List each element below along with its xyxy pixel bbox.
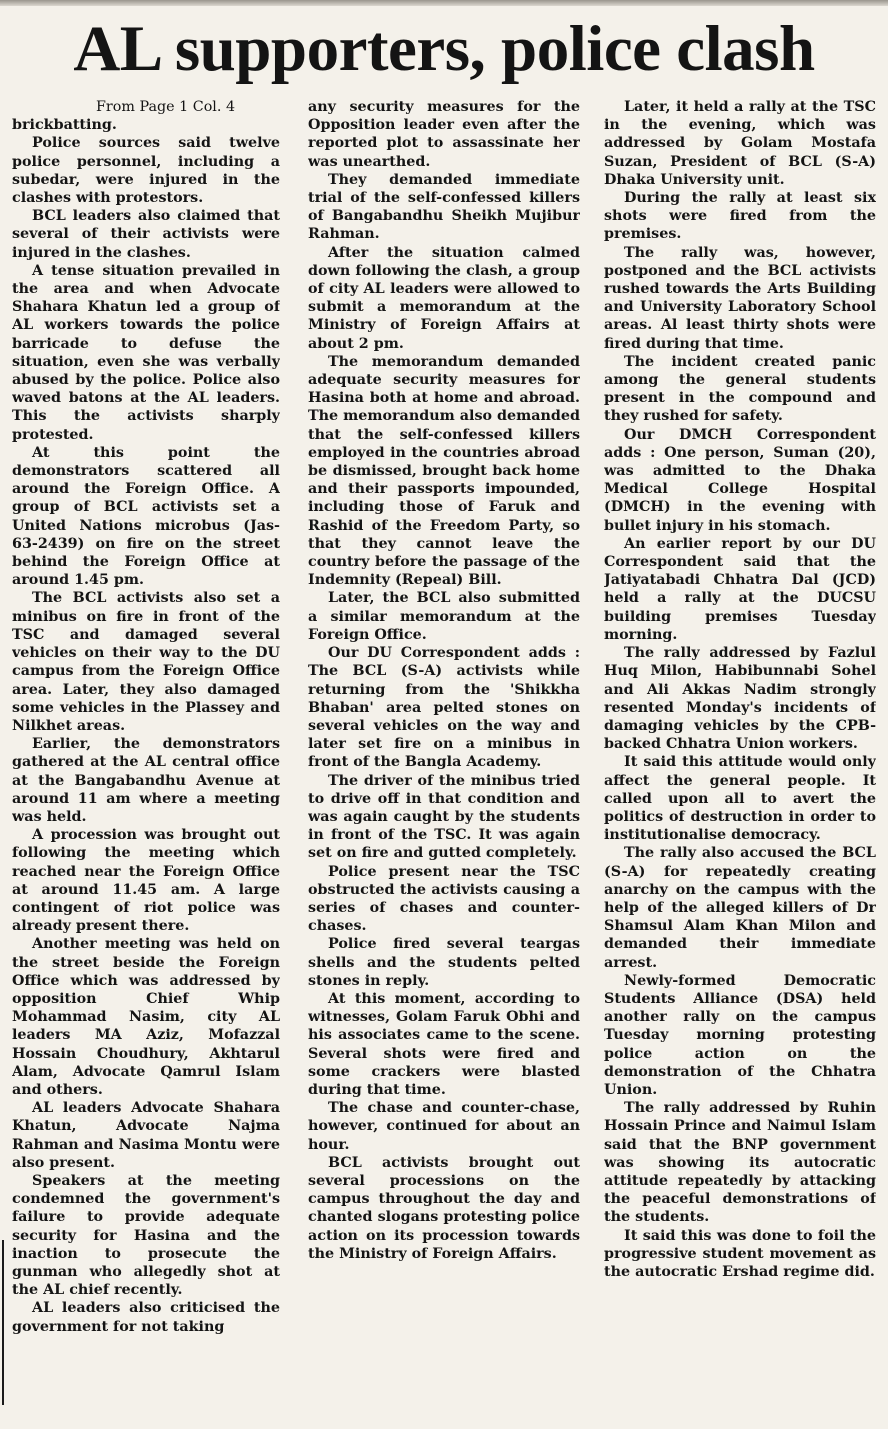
article-column-1 (12, 98, 280, 1420)
paragraph: The rally also accused the BCL (S-A) for repeatedly creating anarchy on the campus with the help of the alleged killers of Dr Shamsul Alam Khan Milon and demanded their immediate arrest. (604, 845, 876, 971)
paragraph: AL leaders Advocate Shahara Khatun, Advocate Najma Rahman and Nasima Montu were also present. (12, 1100, 280, 1171)
paragraph: brickbatting. (12, 117, 117, 134)
paragraph: Earlier, the demonstrators gathered at the AL central office at the Bangabandhu Avenue at around 11 am where a meeting was held. (12, 736, 280, 825)
paragraph: The rally addressed by Fazlul Huq Milon, Habibunnabi Sohel and Ali Akkas Nadim strongly resented Monday's incidents of damaging vehicles by the CPB-backed Chhatra Union workers. (604, 645, 876, 753)
paragraph: The incident created panic among the general students present in the compound and they rushed for safety. (604, 353, 876, 425)
article-column-3 (604, 98, 876, 1420)
paragraph: Our DMCH Correspondent adds : One person, Suman (20), was admitted to the Dhaka Medical College Hospital (DMCH) in the evening with bullet injury in his stomach. (604, 426, 876, 534)
paragraph: At this moment, according to witnesses, Golam Faruk Obhi and his associates came to the scene. Several shots were fired and some crackers were blasted during that time. (308, 990, 580, 1098)
paragraph: Speakers at the meeting condemned the government's failure to provide adequate security for Hasina and the inaction to prosecute the gunman who allegedly shot at the AL chief recently. (12, 1172, 280, 1299)
paragraph: It said this was done to foil the progressive student movement as the autocratic Ershad regime did. (604, 1227, 876, 1280)
paragraph: Our DU Correspondent adds : The BCL (S-A) activists while returning from the 'Shikkha Bhaban' area pelted stones on several vehicles on the way and later set fire on a minibus in front of the Bangla Academy. (308, 645, 580, 771)
headline: AL supporters, police clash (73, 13, 815, 85)
paragraph: Police present near the TSC obstructed the activists causing a series of chases and counter-chases. (308, 863, 580, 935)
paragraph: The chase and counter-chase, however, continued for about an hour. (308, 1100, 580, 1153)
jumpline: From Page 1 Col. 4 (96, 99, 236, 115)
paragraph: The rally addressed by Ruhin Hossain Prince and Naimul Islam said that the BNP government was showing its autocratic attitude repeatedly by attacking the peaceful demonstrations of the students. (604, 1100, 876, 1226)
paragraph: An earlier report by our DU Correspondent said that the Jatiyatabadi Chhatra Dal (JCD) held a rally at the DUCSU building premises Tuesday morning. (604, 535, 876, 643)
paragraph: any security measures for the Opposition leader even after the reported plot to assassinate her was unearthed. (308, 99, 580, 170)
paragraph: AL leaders also criticised the government for not taking (12, 1300, 280, 1335)
paragraph: The memorandum demanded adequate security measures for Hasina both at home and abroad. The memorandum also demanded that the self-confessed killers employed in the countries abroad be dismissed, brought back home and their passports impounded, including those of Faruk and Rashid of the Freedom Party, so that they cannot leave the country before the passage of the Indemnity (Repeal) Bill. (308, 353, 580, 589)
paragraph: It said this attitude would only affect the general people. It called upon all to avert the politics of destruction in order to institutionalise democracy. (604, 754, 876, 844)
paragraph: Police sources said twelve police personnel, including a subedar, were injured in the clashes with protestors. (12, 135, 280, 207)
paragraph: BCL activists brought out several processions on the campus throughout the day and chanted slogans protesting police action on its procession towards the Ministry of Foreign Affairs. (308, 1154, 580, 1262)
top-rule (0, 0, 888, 6)
article-column-2 (308, 98, 580, 1420)
paragraph: During the rally at least six shots were fired from the premises. (604, 190, 876, 243)
margin-mark (2, 1240, 4, 1405)
paragraph: A tense situation prevailed in the area and when Advocate Shahara Khatun led a group of AL workers towards the police barricade to defuse the situation, even she was verbally abused by the police. Police also waved batons at the AL leaders. This the activists sharply protested. (12, 262, 280, 443)
paragraph: Police fired several teargas shells and the students pelted stones in reply. (308, 936, 580, 989)
paragraph: At this point the demonstrators scattered all around the Foreign Office. A group of BCL activists set a United Nations microbus (Jas-63-2439) on fire on the street behind the Foreign Office at around 1.45 pm. (12, 444, 280, 589)
paragraph: A procession was brought out following the meeting which reached near the Foreign Office at around 11.45 am. A large contingent of riot police was already present there. (12, 827, 280, 935)
paragraph: Later, it held a rally at the TSC in the evening, which was addressed by Golam Mostafa Suzan, President of BCL (S-A) Dhaka University unit. (604, 99, 876, 188)
paragraph: BCL leaders also claimed that several of their activists were injured in the clashes. (12, 208, 280, 261)
paragraph: Newly-formed Democratic Students Alliance (DSA) held another rally on the campus Tuesday morning protesting police action on the demonstration of the Chhatra Union. (604, 972, 876, 1098)
paragraph: The driver of the minibus tried to drive off in that condition and was again caught by the students in front of the TSC. It was again set on fire and gutted completely. (308, 772, 580, 862)
paragraph: Another meeting was held on the street beside the Foreign Office which was addressed by opposition Chief Whip Mohammad Nasim, city AL leaders MA Aziz, Mofazzal Hossain Choudhury, Akhtarul Alam, Advocate Qamrul Islam and others. (12, 936, 280, 1098)
paragraph: They demanded immediate trial of the self-confessed killers of Bangabandhu Sheikh Mujibur Rahman. (308, 171, 580, 243)
paragraph: Later, the BCL also submitted a similar memorandum at the Foreign Office. (308, 590, 580, 643)
paragraph: After the situation calmed down following the clash, a group of city AL leaders were allowed to submit a memorandum at the Ministry of Foreign Affairs at about 2 pm. (308, 244, 580, 352)
paragraph: The rally was, however, postponed and the BCL activists rushed towards the Arts Building and University Laboratory School areas. Al least thirty shots were fired during that time. (604, 244, 876, 352)
paragraph: The BCL activists also set a minibus on fire in front of the TSC and damaged several vehicles on their way to the DU campus from the Foreign Office area. Later, they also damaged some vehicles in the Plassey and Nilkhet areas. (12, 590, 280, 734)
